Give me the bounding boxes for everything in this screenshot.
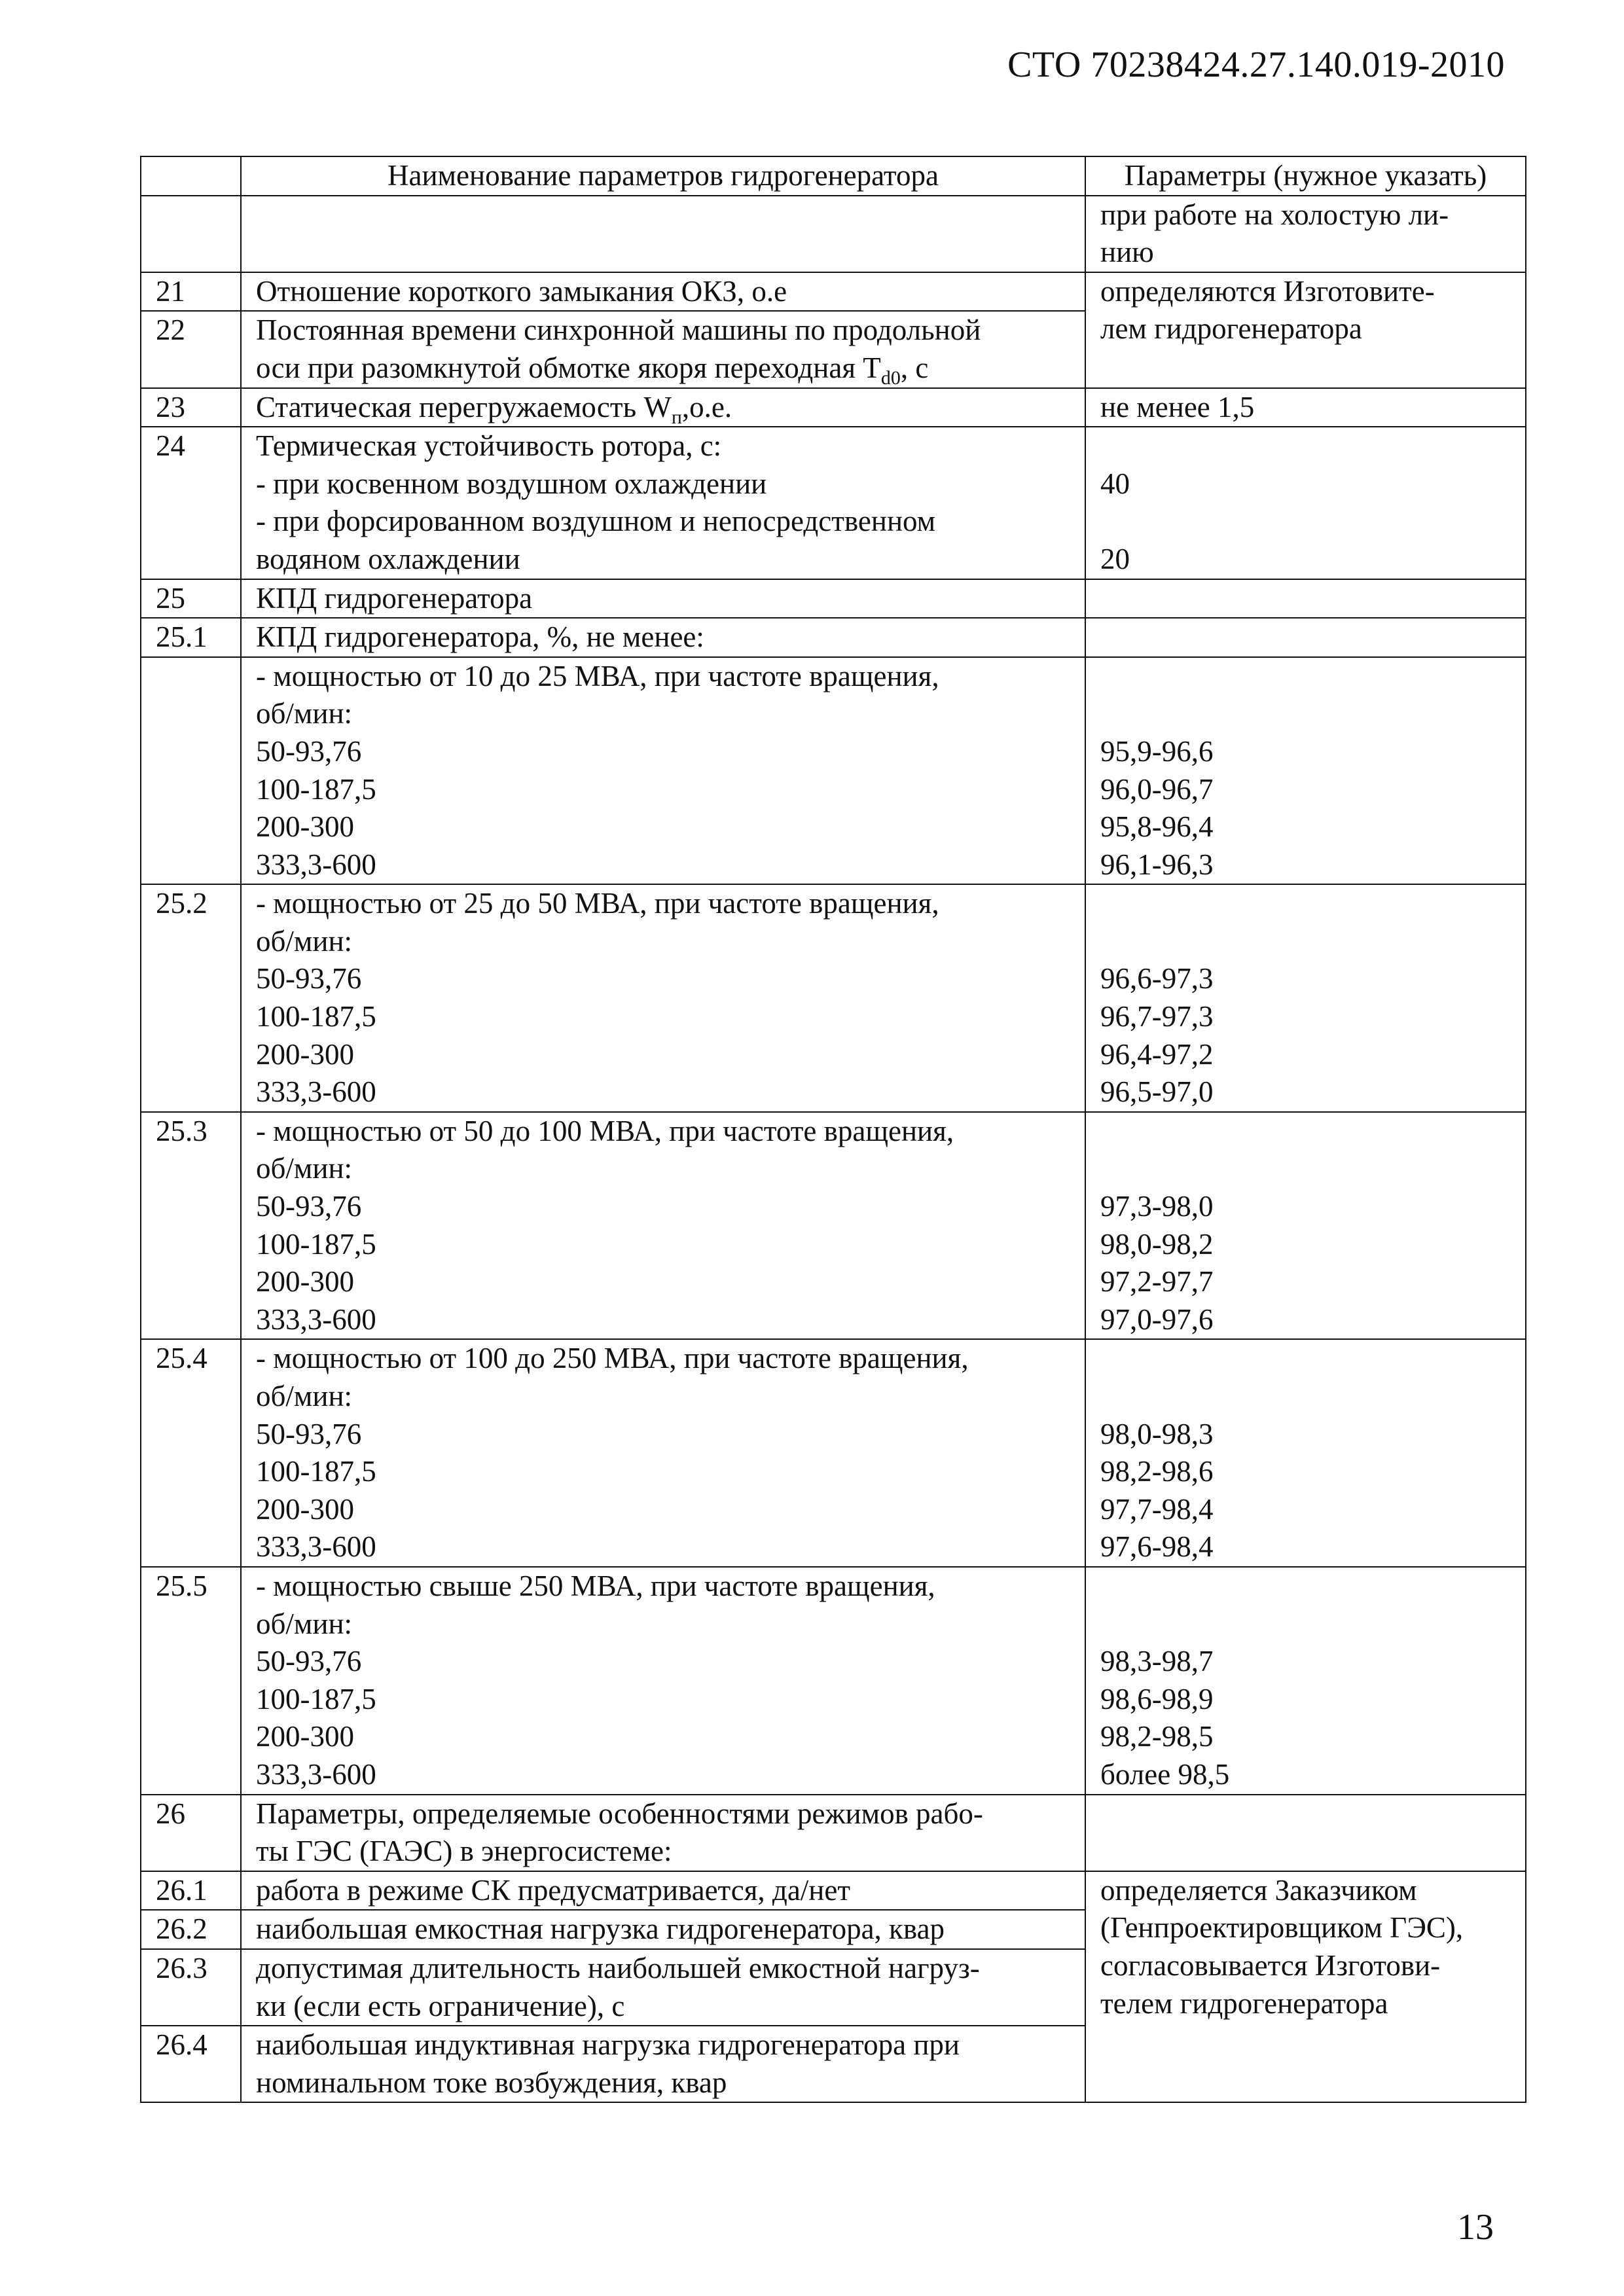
row-number: 25.5 (141, 1567, 241, 1795)
row-name: - мощностью от 100 до 250 МВА, при частоте вращения, об/мин: 50-93,76 100-187,5 200-300 333,3-600 (241, 1339, 1085, 1567)
row-name: Отношение короткого замыкания ОКЗ, о.е (241, 272, 1085, 312)
table-row (141, 388, 1526, 427)
row-number: 25.2 (141, 884, 241, 1112)
row-name: Статическая перегружаемость $W_п,о.е$. (241, 388, 1085, 427)
table-row (141, 196, 1526, 272)
row-value: 96,6-97,3 96,7-97,3 96,4-97,2 96,5-97,0 (1085, 884, 1526, 1112)
row-name: - мощностью от 50 до 100 МВА, при частоте вращения, об/мин: 50-93,76 100-187,5 200-300 333,3-600 (241, 1112, 1085, 1340)
row-number (141, 196, 241, 272)
row-number: 23 (141, 388, 241, 427)
row-value: 40 20 (1085, 427, 1526, 579)
table-row (141, 1112, 1526, 1340)
row-value: 98,3-98,7 98,6-98,9 98,2-98,5 более 98,5 (1085, 1567, 1526, 1795)
row-value (1085, 579, 1526, 619)
table-header-row (141, 156, 1526, 196)
table-row (141, 1871, 1526, 1910)
header-value-cell: Параметры (нужное указать) (1085, 156, 1526, 196)
row-name: наибольшая емкостная нагрузка гидрогенератора, квар (241, 1910, 1085, 1949)
row-value: определяется Заказчиком (Генпроектировщиком ГЭС), согласовывается Изготови- телем гидрогенератора (1085, 1871, 1526, 2103)
row-number: 26.1 (141, 1871, 241, 1910)
table-row (141, 1795, 1526, 1871)
row-value (1085, 1795, 1526, 1871)
row-name: - мощностью от 25 до 50 МВА, при частоте вращения, об/мин: 50-93,76 100-187,5 200-300 333,3-600 (241, 884, 1085, 1112)
row-name: работа в режиме СК предусматривается, да/нет (241, 1871, 1085, 1910)
row-name: Термическая устойчивость ротора, с: - при косвенном воздушном охлаждении - при форсированном воздушном и непосредственном водяном охлаждении (241, 427, 1085, 579)
table-row (141, 1567, 1526, 1795)
table-row (141, 1339, 1526, 1567)
row-name: - мощностью от 10 до 25 МВА, при частоте вращения, об/мин: 50-93,76 100-187,5 200-300 333,3-600 (241, 657, 1085, 885)
page-number: 13 (1457, 2207, 1494, 2248)
row-number: 24 (141, 427, 241, 579)
table-row (141, 618, 1526, 657)
row-value: при работе на холостую ли- нию (1085, 196, 1526, 272)
row-name: наибольшая индуктивная нагрузка гидрогенератора при номинальном токе возбуждения, квар (241, 2026, 1085, 2102)
row-name (241, 196, 1085, 272)
row-number: 25.1 (141, 618, 241, 657)
row-value: определяются Изготовите- лем гидрогенератора (1085, 272, 1526, 388)
row-name: допустимая длительность наибольшей емкостной нагруз- ки (если есть ограничение), с (241, 1949, 1085, 2026)
row-number: 26.4 (141, 2026, 241, 2102)
table-row (141, 272, 1526, 312)
row-value: 97,3-98,0 98,0-98,2 97,2-97,7 97,0-97,6 (1085, 1112, 1526, 1340)
row-name: КПД гидрогенератора, %, не менее: (241, 618, 1085, 657)
row-value: 95,9-96,6 96,0-96,7 95,8-96,4 96,1-96,3 (1085, 657, 1526, 885)
row-number (141, 657, 241, 885)
row-number: 25 (141, 579, 241, 619)
table-row (141, 427, 1526, 579)
row-number: 22 (141, 311, 241, 387)
parameters-table (140, 156, 1526, 2103)
row-value: не менее 1,5 (1085, 388, 1526, 427)
row-name: Параметры, определяемые особенностями режимов рабо- ты ГЭС (ГАЭС) в энергосистеме: (241, 1795, 1085, 1871)
row-number: 26 (141, 1795, 241, 1871)
table-row (141, 657, 1526, 885)
row-number: 26.3 (141, 1949, 241, 2026)
document-code: СТО 70238424.27.140.019-2010 (1007, 45, 1505, 85)
row-number: 21 (141, 272, 241, 312)
header-name-cell: Наименование параметров гидрогенератора (241, 156, 1085, 196)
row-name: Постоянная времени синхронной машины по продольной оси при разомкнутой обмотке якоря переходная $T_{d0}$, с (241, 311, 1085, 387)
row-value (1085, 618, 1526, 657)
table-row (141, 579, 1526, 619)
row-number: 26.2 (141, 1910, 241, 1949)
table-row (141, 884, 1526, 1112)
row-name: - мощностью свыше 250 МВА, при частоте вращения, об/мин: 50-93,76 100-187,5 200-300 333,3-600 (241, 1567, 1085, 1795)
row-value: 98,0-98,3 98,2-98,6 97,7-98,4 97,6-98,4 (1085, 1339, 1526, 1567)
header-num-cell (141, 156, 241, 196)
row-number: 25.4 (141, 1339, 241, 1567)
row-name: КПД гидрогенератора (241, 579, 1085, 619)
row-number: 25.3 (141, 1112, 241, 1340)
